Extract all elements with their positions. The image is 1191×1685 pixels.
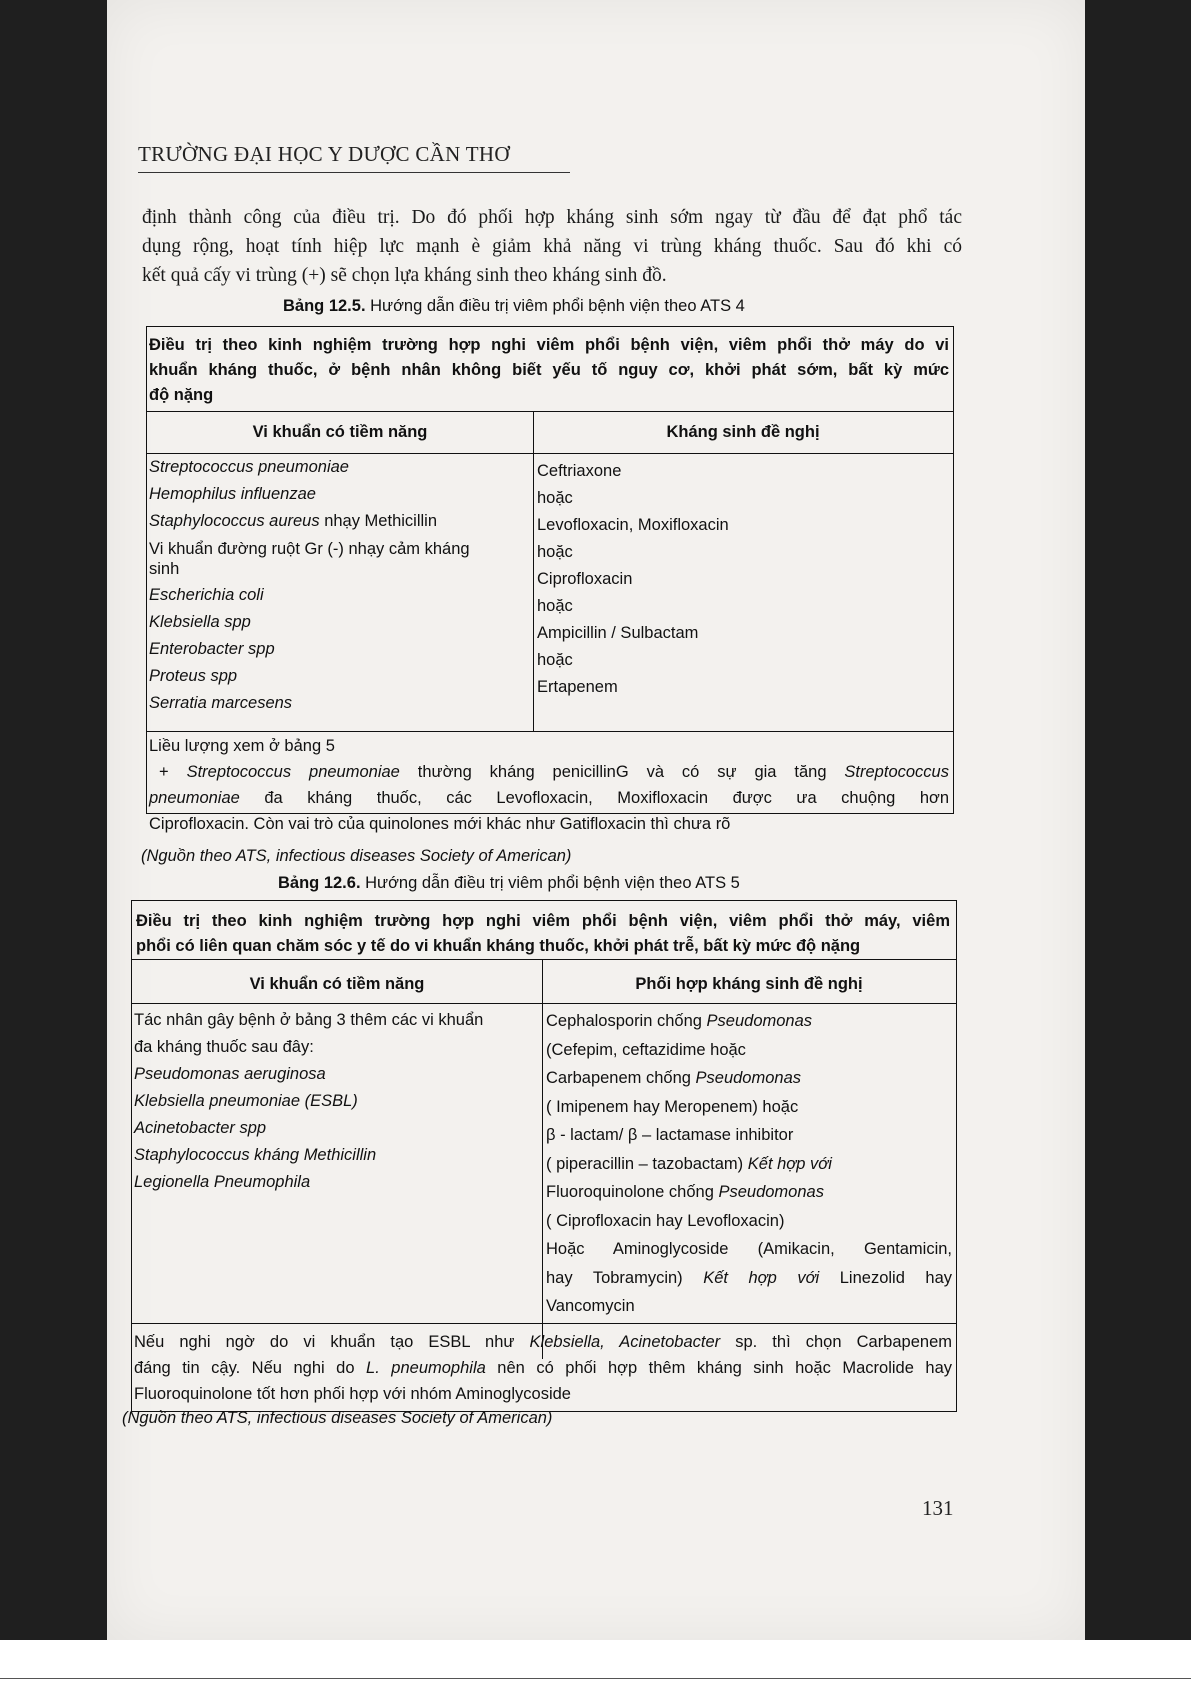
note-bacteria: Streptococcus	[844, 763, 949, 781]
note-line	[149, 785, 949, 811]
dose-note: Liều lượng xem ở bảng 5	[149, 737, 335, 755]
page-header: TRƯỜNG ĐẠI HỌC Y DƯỢC CẦN THƠ	[138, 142, 510, 166]
table2-rule	[132, 1323, 956, 1324]
antibiotic-item: hoặc	[537, 489, 573, 507]
table1-title-line: khuẩn kháng thuốc, ở bệnh nhân không biết yếu tố nguy cơ, khởi phát sớm, bất kỳ mức	[149, 361, 949, 379]
note-line: Fluoroquinolone tốt hơn phối hợp với nhóm Aminoglycoside	[134, 1385, 571, 1403]
table1-col1-header: Vi khuẩn có tiềm năng	[252, 423, 428, 441]
bacteria-item: Pseudomonas aeruginosa	[134, 1065, 326, 1083]
combo-text: Carbapenem chống	[546, 1069, 696, 1087]
table1-title-line: độ nặng	[149, 386, 214, 404]
table1-title-line: Điều trị theo kinh nghiệm trường hợp nghi viêm phổi bệnh viện, viêm phổi thở máy do vi	[149, 336, 949, 354]
antibiotic-item: hoặc	[537, 597, 573, 615]
table2-title-line: Điều trị theo kinh nghiệm trường hợp nghi viêm phổi bệnh viện, viêm phổi thở máy, viêm	[136, 912, 950, 930]
intro-line: kết quả cấy vi trùng (+) sẽ chọn lựa kháng sinh theo kháng sinh đồ.	[142, 265, 667, 286]
page-number: 131	[922, 1496, 954, 1520]
intro-line: dụng rộng, hoạt tính hiệp lực mạnh è giảm khả năng vi trùng kháng thuốc. Sau đó khi có	[142, 236, 962, 257]
combo-text: ( piperacillin – tazobactam)	[546, 1154, 748, 1173]
bacteria-item: Tác nhân gây bệnh ở bảng 3 thêm các vi khuẩn	[134, 1011, 484, 1029]
antibiotic-item: Ciprofloxacin	[537, 570, 633, 588]
combo-text: hay Tobramycin)	[546, 1268, 704, 1287]
combo-item	[546, 1150, 952, 1179]
note-line	[149, 759, 949, 785]
bacteria-item: Enterobacter spp	[149, 640, 275, 658]
combo-item: β - lactam/ β – lactamase inhibitor	[546, 1126, 794, 1144]
bacteria-item: Streptococcus pneumoniae	[149, 458, 349, 476]
bacteria-item: Klebsiella pneumoniae (ESBL)	[134, 1092, 358, 1110]
table1-bacteria-list	[149, 454, 531, 717]
table1-source: (Nguồn theo ATS, infectious diseases Society of American)	[141, 847, 572, 865]
antibiotic-item: hoặc	[537, 651, 573, 669]
table2-source: (Nguồn theo ATS, infectious diseases Society of American)	[122, 1409, 553, 1427]
table1-title	[149, 333, 949, 408]
note-bacteria: Klebsiella, Acinetobacter	[529, 1333, 721, 1351]
table1-caption	[283, 297, 745, 316]
table2-bacteria-list	[134, 1007, 540, 1196]
table1-rule	[147, 411, 953, 412]
table2-combination-list	[546, 1007, 952, 1321]
antibiotic-item: hoặc	[537, 543, 573, 561]
table2-col-divider	[542, 959, 543, 1359]
table2-notes	[134, 1329, 952, 1407]
combo-connector: Kết hợp với	[747, 1154, 832, 1173]
table1-antibiotic-list	[537, 458, 949, 701]
bacteria-item: Vi khuẩn đường ruột Gr (-) nhạy cảm kháng	[149, 540, 470, 558]
combo-pathogen: Pseudomonas	[695, 1069, 802, 1087]
combo-item: (Cefepim, ceftazidime hoặc	[546, 1040, 746, 1059]
intro-paragraph	[142, 203, 962, 290]
note-line: Ciprofloxacin. Còn vai trò của quinolones mới khác như Gatifloxacin thì chưa rõ	[149, 815, 731, 833]
bacteria-item: Serratia marcesens	[149, 694, 293, 712]
combo-item	[546, 1178, 952, 1207]
note-line	[134, 1355, 952, 1381]
combo-text: Cephalosporin chống	[546, 1012, 707, 1030]
combo-connector: Kết hợp với	[703, 1268, 820, 1287]
note-text: đa kháng thuốc, các Levofloxacin, Moxifloxacin được ưa chuộng hơn	[239, 789, 949, 807]
combo-item: ( Imipenem hay Meropenem) hoặc	[546, 1097, 799, 1116]
table2-rule	[132, 1003, 956, 1004]
note-bacteria: L. pneumophila	[366, 1359, 486, 1377]
note-text: nên có phối hợp thêm kháng sinh hoặc Macrolide hay	[485, 1359, 952, 1377]
table2-caption-label: Bảng 12.6.	[278, 874, 361, 892]
table2-rule	[132, 959, 956, 960]
table1-caption-text: Hướng dẫn điều trị viêm phổi bệnh viện theo ATS 4	[370, 297, 745, 315]
bacteria-item: Proteus spp	[149, 667, 238, 685]
note-bacteria: Streptococcus pneumoniae	[186, 763, 400, 781]
bacteria-item: Escherichia coli	[149, 586, 264, 604]
note-text: sp. thì chọn Carbapenem	[720, 1333, 952, 1351]
combo-pathogen: Pseudomonas	[706, 1012, 813, 1030]
bacteria-item: Acinetobacter spp	[134, 1119, 267, 1137]
table1-notes	[149, 733, 949, 837]
note-text: Nếu nghi ngờ do vi khuẩn tạo ESBL như	[134, 1333, 530, 1351]
combo-item: Hoặc Aminoglycoside (Amikacin, Gentamicin,	[546, 1240, 952, 1258]
note-bacteria: pneumoniae	[149, 789, 240, 807]
table2-title-line: phổi có liên quan chăm sóc y tế do vi khuẩn kháng thuốc, khởi phát trễ, bất kỳ mức độ nặng	[136, 937, 861, 955]
table1-col-divider	[533, 411, 534, 731]
combo-item	[546, 1264, 952, 1293]
bacteria-qualifier: nhạy Methicillin	[319, 512, 437, 530]
table1	[146, 326, 954, 833]
note-text: đáng tin cậy. Nếu nghi do	[134, 1359, 367, 1377]
table2-caption	[278, 874, 740, 893]
intro-line: định thành công của điều trị. Do đó phối hợp kháng sinh sớm ngay từ đầu để đạt phổ tác	[142, 207, 962, 228]
table2-title	[136, 909, 950, 959]
bottom-strip	[0, 1640, 1191, 1685]
table2-col2-header: Phối hợp kháng sinh đề nghị	[635, 975, 863, 993]
bacteria-item: Klebsiella spp	[149, 613, 251, 631]
table1-col2-header: Kháng sinh đề nghị	[666, 423, 820, 441]
combo-item	[546, 1007, 952, 1036]
table2-caption-text: Hướng dẫn điều trị viêm phổi bệnh viện theo ATS 5	[365, 874, 740, 892]
bacteria-item: sinh	[149, 560, 180, 578]
table1-caption-label: Bảng 12.5.	[283, 297, 366, 315]
table1-rule	[147, 731, 953, 732]
combo-item	[546, 1064, 952, 1093]
combo-item: Vancomycin	[546, 1297, 635, 1315]
combo-text: Fluoroquinolone chống	[546, 1183, 719, 1201]
bacteria-name: Staphylococcus aureus	[149, 512, 320, 530]
antibiotic-item: Ampicillin / Sulbactam	[537, 624, 699, 642]
combo-item: ( Ciprofloxacin hay Levofloxacin)	[546, 1211, 785, 1230]
note-line	[134, 1329, 952, 1355]
combo-pathogen: Pseudomonas	[718, 1183, 824, 1201]
bacteria-item	[149, 508, 531, 535]
note-text: thường kháng penicillinG và có sự gia tăng	[399, 763, 845, 781]
header-rule	[138, 172, 570, 173]
antibiotic-item: Ertapenem	[537, 678, 618, 696]
bacteria-item: Staphylococcus kháng Methicillin	[134, 1146, 377, 1164]
table2	[131, 900, 957, 1412]
combo-text: Linezolid hay	[819, 1268, 953, 1287]
bacteria-item: Hemophilus influenzae	[149, 485, 316, 503]
plus-marker: +	[159, 763, 169, 781]
bacteria-item: đa kháng thuốc sau đây:	[134, 1038, 314, 1056]
antibiotic-item: Levofloxacin, Moxifloxacin	[537, 516, 729, 534]
bacteria-item: Legionella Pneumophila	[134, 1173, 311, 1191]
bottom-rule	[0, 1678, 1191, 1679]
table2-col1-header: Vi khuẩn có tiềm năng	[249, 975, 425, 993]
antibiotic-item: Ceftriaxone	[537, 462, 622, 480]
